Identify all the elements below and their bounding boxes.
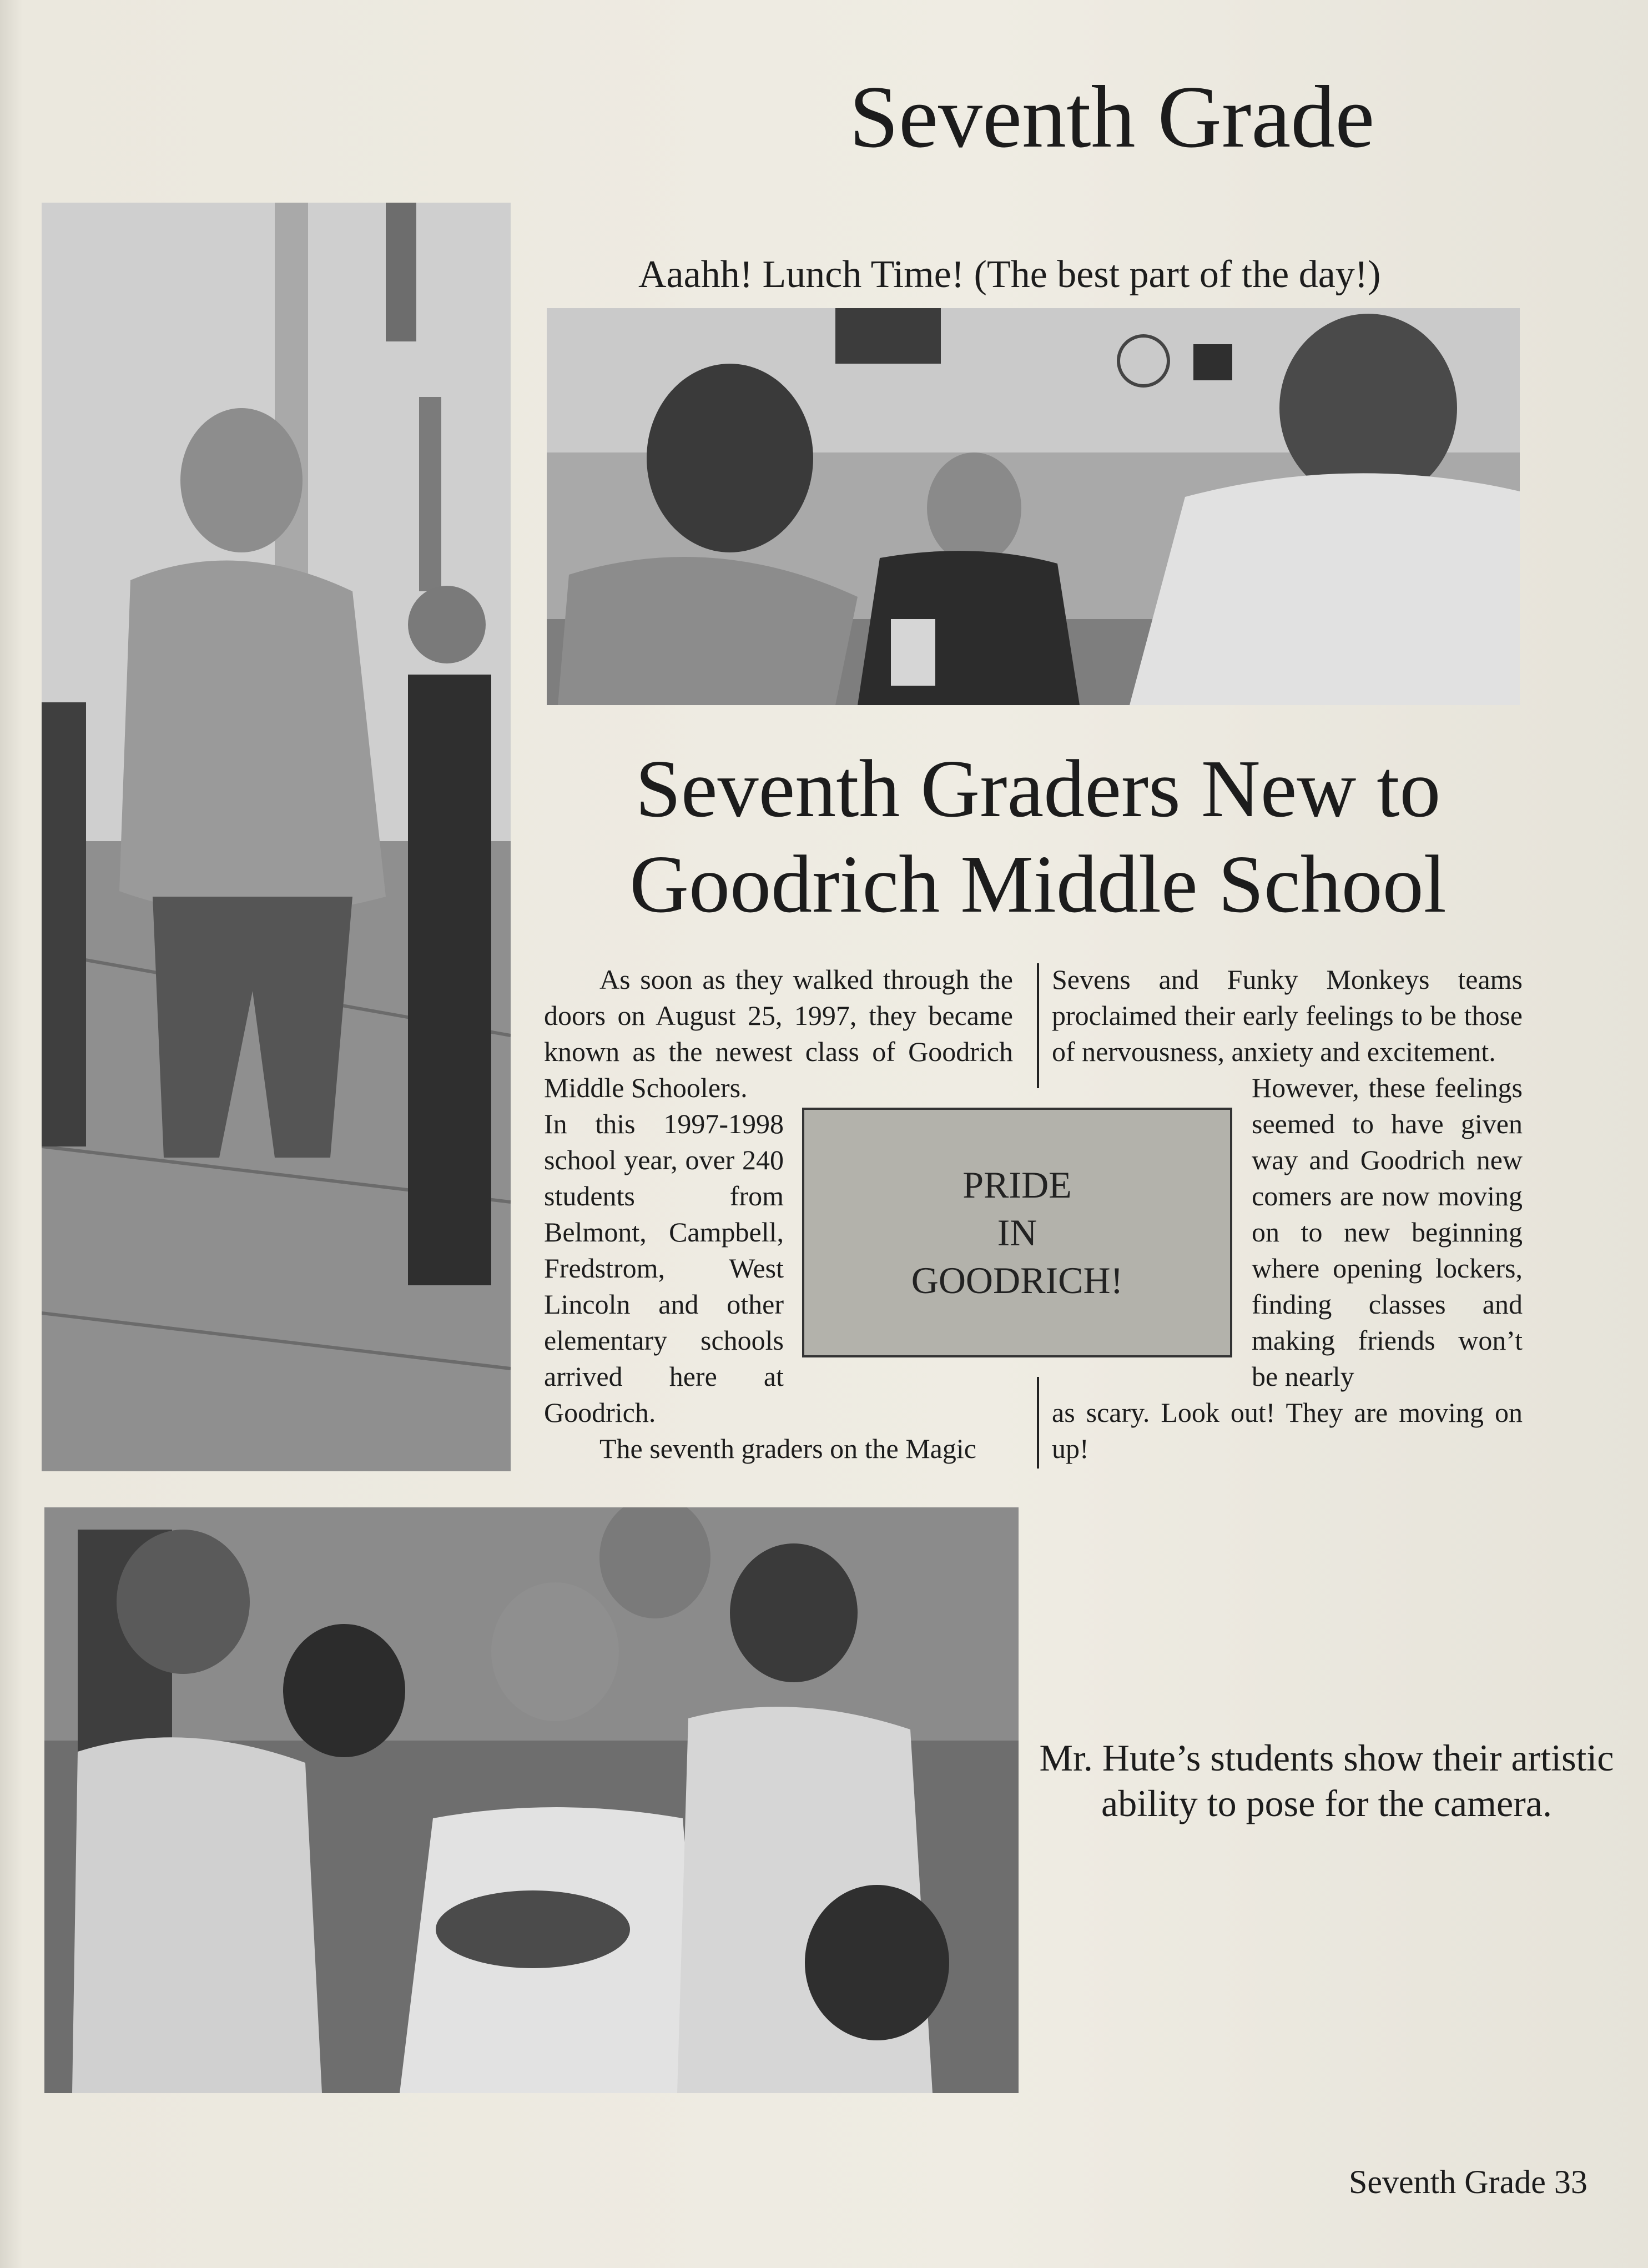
lunch-photo-caption: Aaahh! Lunch Time! (The best part of the day!) [638, 253, 1381, 296]
group-photo-caption [1024, 1735, 1629, 1826]
article-column-1-end [544, 1431, 1013, 1467]
group-caption-line-1: Mr. Hute’s students show their artistic [1039, 1737, 1614, 1779]
article-headline [550, 741, 1526, 932]
pull-quote-line-3: GOODRICH! [911, 1259, 1123, 1301]
pull-quote-line-1: PRIDE [962, 1164, 1072, 1206]
article-paragraph-2-start: The seventh graders on the Magic [599, 1433, 976, 1464]
column-divider-top [1037, 963, 1039, 1088]
article-column-1-intro [544, 962, 1013, 1106]
article-column-2-wrap: However, these feelings seemed to have given way and Goodrich new comers are now moving on to new beginning where opening lockers, finding classes and making friends won’t be nearly [1252, 1072, 1523, 1392]
jump-rope-photo [42, 203, 511, 1471]
lunch-time-photo [547, 308, 1520, 705]
column-divider-bottom [1037, 1377, 1039, 1469]
article-column-2-end: as scary. Look out! They are moving on up! [1052, 1397, 1523, 1464]
article-paragraph-1: As soon as they walked through the doors on August 25, 1997, they became known as the newest class of Goodrich Middle Schoolers. [544, 964, 1013, 1103]
headline-line-1: Seventh Graders New to [635, 743, 1441, 834]
group-students-photo [44, 1507, 1019, 2093]
pull-quote-line-2: IN [997, 1211, 1037, 1254]
section-title: Seventh Grade [849, 67, 1375, 166]
headline-line-2: Goodrich Middle School [629, 839, 1447, 930]
group-caption-line-2: ability to pose for the camera. [1101, 1782, 1552, 1824]
page-folio: Seventh Grade 33 [1349, 2164, 1587, 2200]
article-column-2-intro: Sevens and Funky Monkeys teams proclaimed their early feelings to be those of nervousness, anxiety and excitement. [1052, 964, 1523, 1067]
article-column-1-wrap: In this 1997-1998 school year, over 240 students from Belmont, Campbell, Fredstrom, West Lincoln and other elementary schools arrived here at Goodrich. [544, 1108, 784, 1428]
pull-quote-box [802, 1108, 1232, 1357]
